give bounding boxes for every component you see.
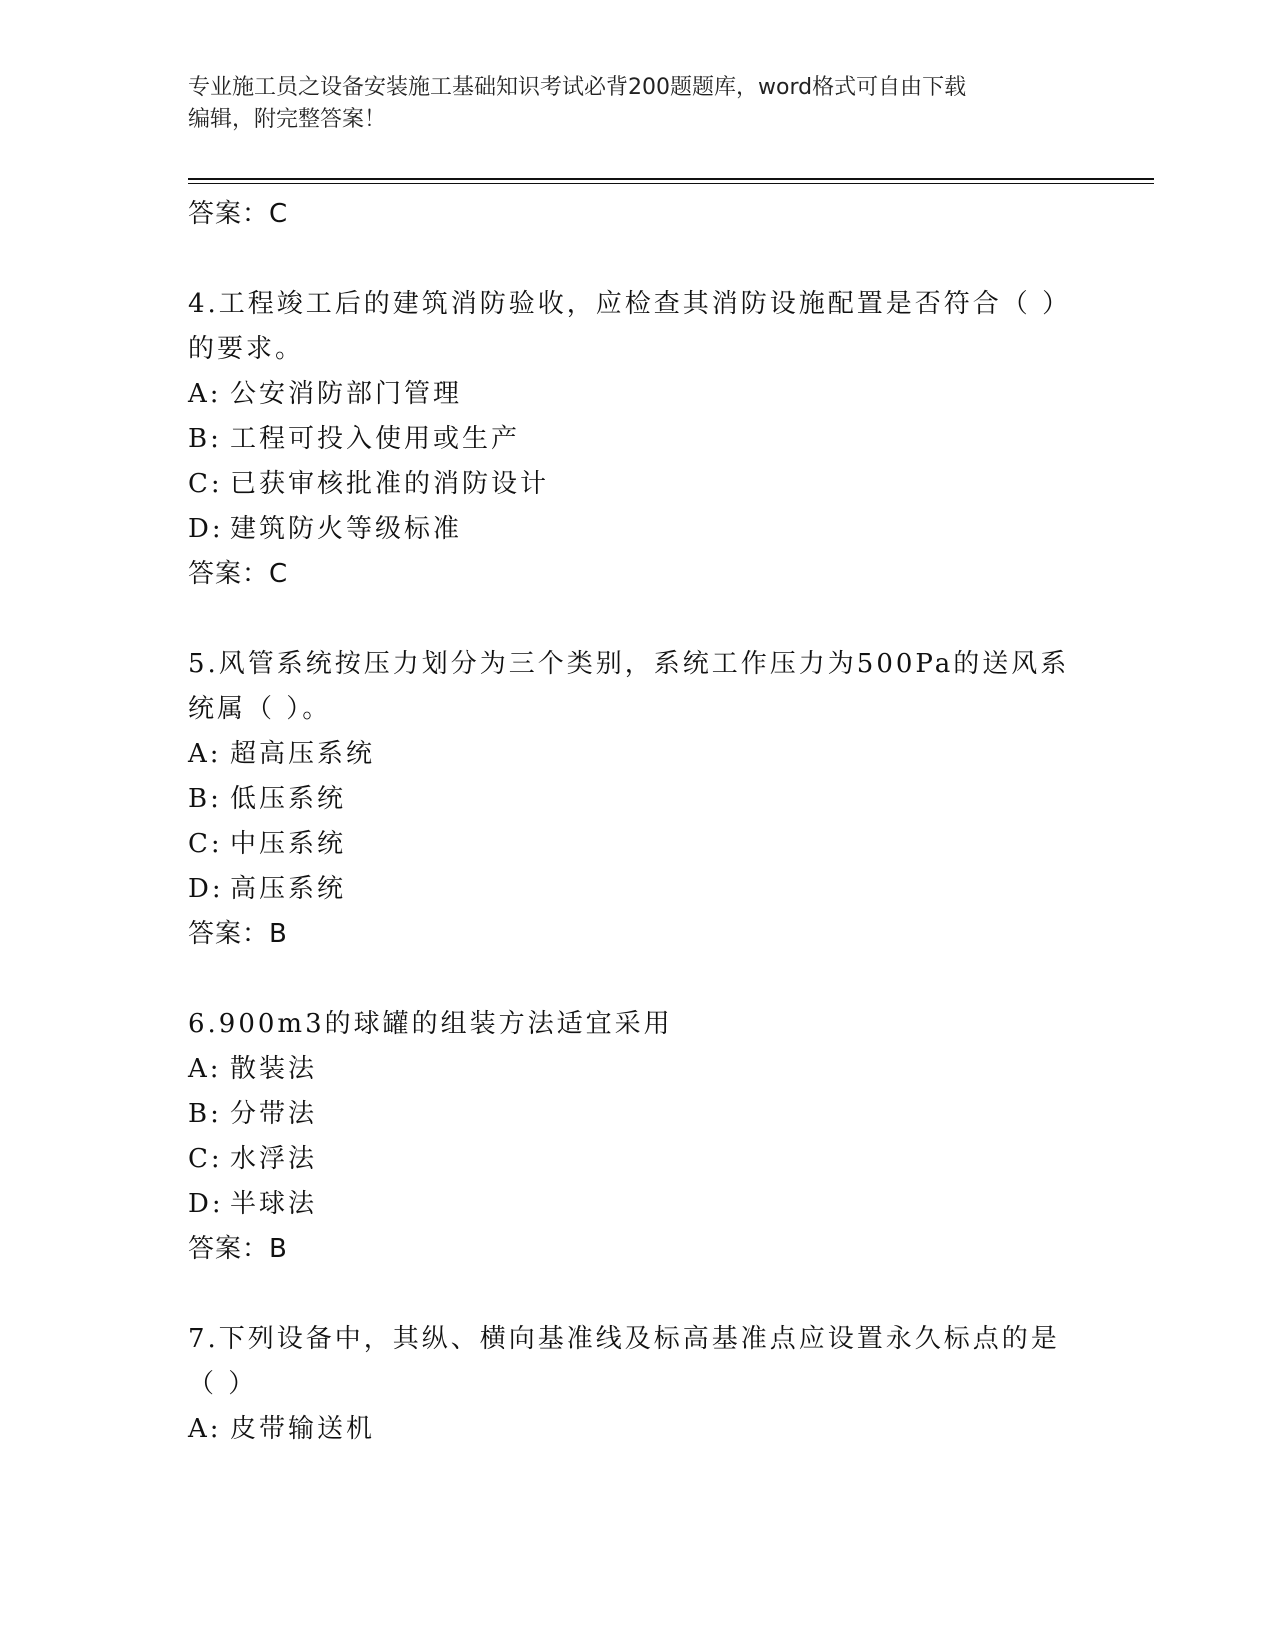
option-key: B: [188, 784, 222, 814]
option-a [188, 1047, 1088, 1092]
option-text: 公安消防部门管理 [230, 379, 463, 409]
option-key: C: [188, 829, 223, 859]
option-text: 分带法 [230, 1099, 318, 1129]
option-b [188, 777, 1088, 822]
option-a [188, 372, 1088, 417]
option-text: 中压系统 [230, 829, 347, 859]
option-c [188, 462, 1088, 507]
option-d [188, 867, 1088, 912]
question-block [188, 282, 1088, 597]
option-text: 低压系统 [230, 784, 347, 814]
option-c [188, 1137, 1088, 1182]
option-key: D: [188, 1189, 224, 1219]
option-text: 超高压系统 [230, 739, 376, 769]
option-d [188, 507, 1088, 552]
answer-line: 答案：C [188, 199, 289, 229]
option-key: A: [188, 1414, 222, 1444]
question-text: 统属（ ）。 [188, 694, 332, 724]
option-text: 皮带输送机 [230, 1414, 376, 1444]
option-key: A: [188, 379, 222, 409]
option-key: A: [188, 739, 222, 769]
question-block [188, 642, 1088, 957]
header-line-2: 编辑，附完整答案！ [188, 107, 387, 132]
answer-line: 答案：B [188, 919, 288, 949]
option-text: 半球法 [230, 1189, 318, 1219]
option-key: C: [188, 1144, 223, 1174]
option-text: 散装法 [230, 1054, 318, 1084]
option-b [188, 1092, 1088, 1137]
header-rule-thick [188, 178, 1154, 180]
option-text: 水浮法 [230, 1144, 318, 1174]
option-d [188, 1182, 1088, 1227]
question-text: 的要求。 [188, 334, 305, 364]
option-key: D: [188, 514, 224, 544]
question-text: 7.下列设备中，其纵、横向基准线及标高基准点应设置永久标点的是 [188, 1324, 1060, 1354]
option-text: 高压系统 [230, 874, 347, 904]
option-a [188, 732, 1088, 777]
answer-line: 答案：B [188, 1234, 288, 1264]
question-text: 6.900m3的球罐的组装方法适宜采用 [188, 1009, 673, 1039]
option-text: 已获审核批准的消防设计 [230, 469, 550, 499]
option-key: B: [188, 1099, 222, 1129]
option-b [188, 417, 1088, 462]
answer-line: 答案：C [188, 559, 289, 589]
question-text: （ ） [188, 1369, 258, 1399]
question-block [188, 1317, 1088, 1452]
option-key: C: [188, 469, 223, 499]
question-block [188, 1002, 1088, 1272]
question-text: 4.工程竣工后的建筑消防验收，应检查其消防设施配置是否符合（ ） [188, 289, 1072, 319]
option-text: 工程可投入使用或生产 [230, 424, 521, 454]
question-content [188, 192, 1088, 1452]
option-key: A: [188, 1054, 222, 1084]
option-c [188, 822, 1088, 867]
option-key: B: [188, 424, 222, 454]
option-a [188, 1407, 1088, 1452]
document-header [188, 72, 1068, 136]
header-line-1: 专业施工员之设备安装施工基础知识考试必背200题题库，word格式可自由下载 [188, 75, 967, 100]
header-rule-thin [188, 183, 1154, 184]
question-text: 5.风管系统按压力划分为三个类别，系统工作压力为500Pa的送风系 [188, 649, 1070, 679]
option-text: 建筑防火等级标准 [230, 514, 463, 544]
option-key: D: [188, 874, 224, 904]
